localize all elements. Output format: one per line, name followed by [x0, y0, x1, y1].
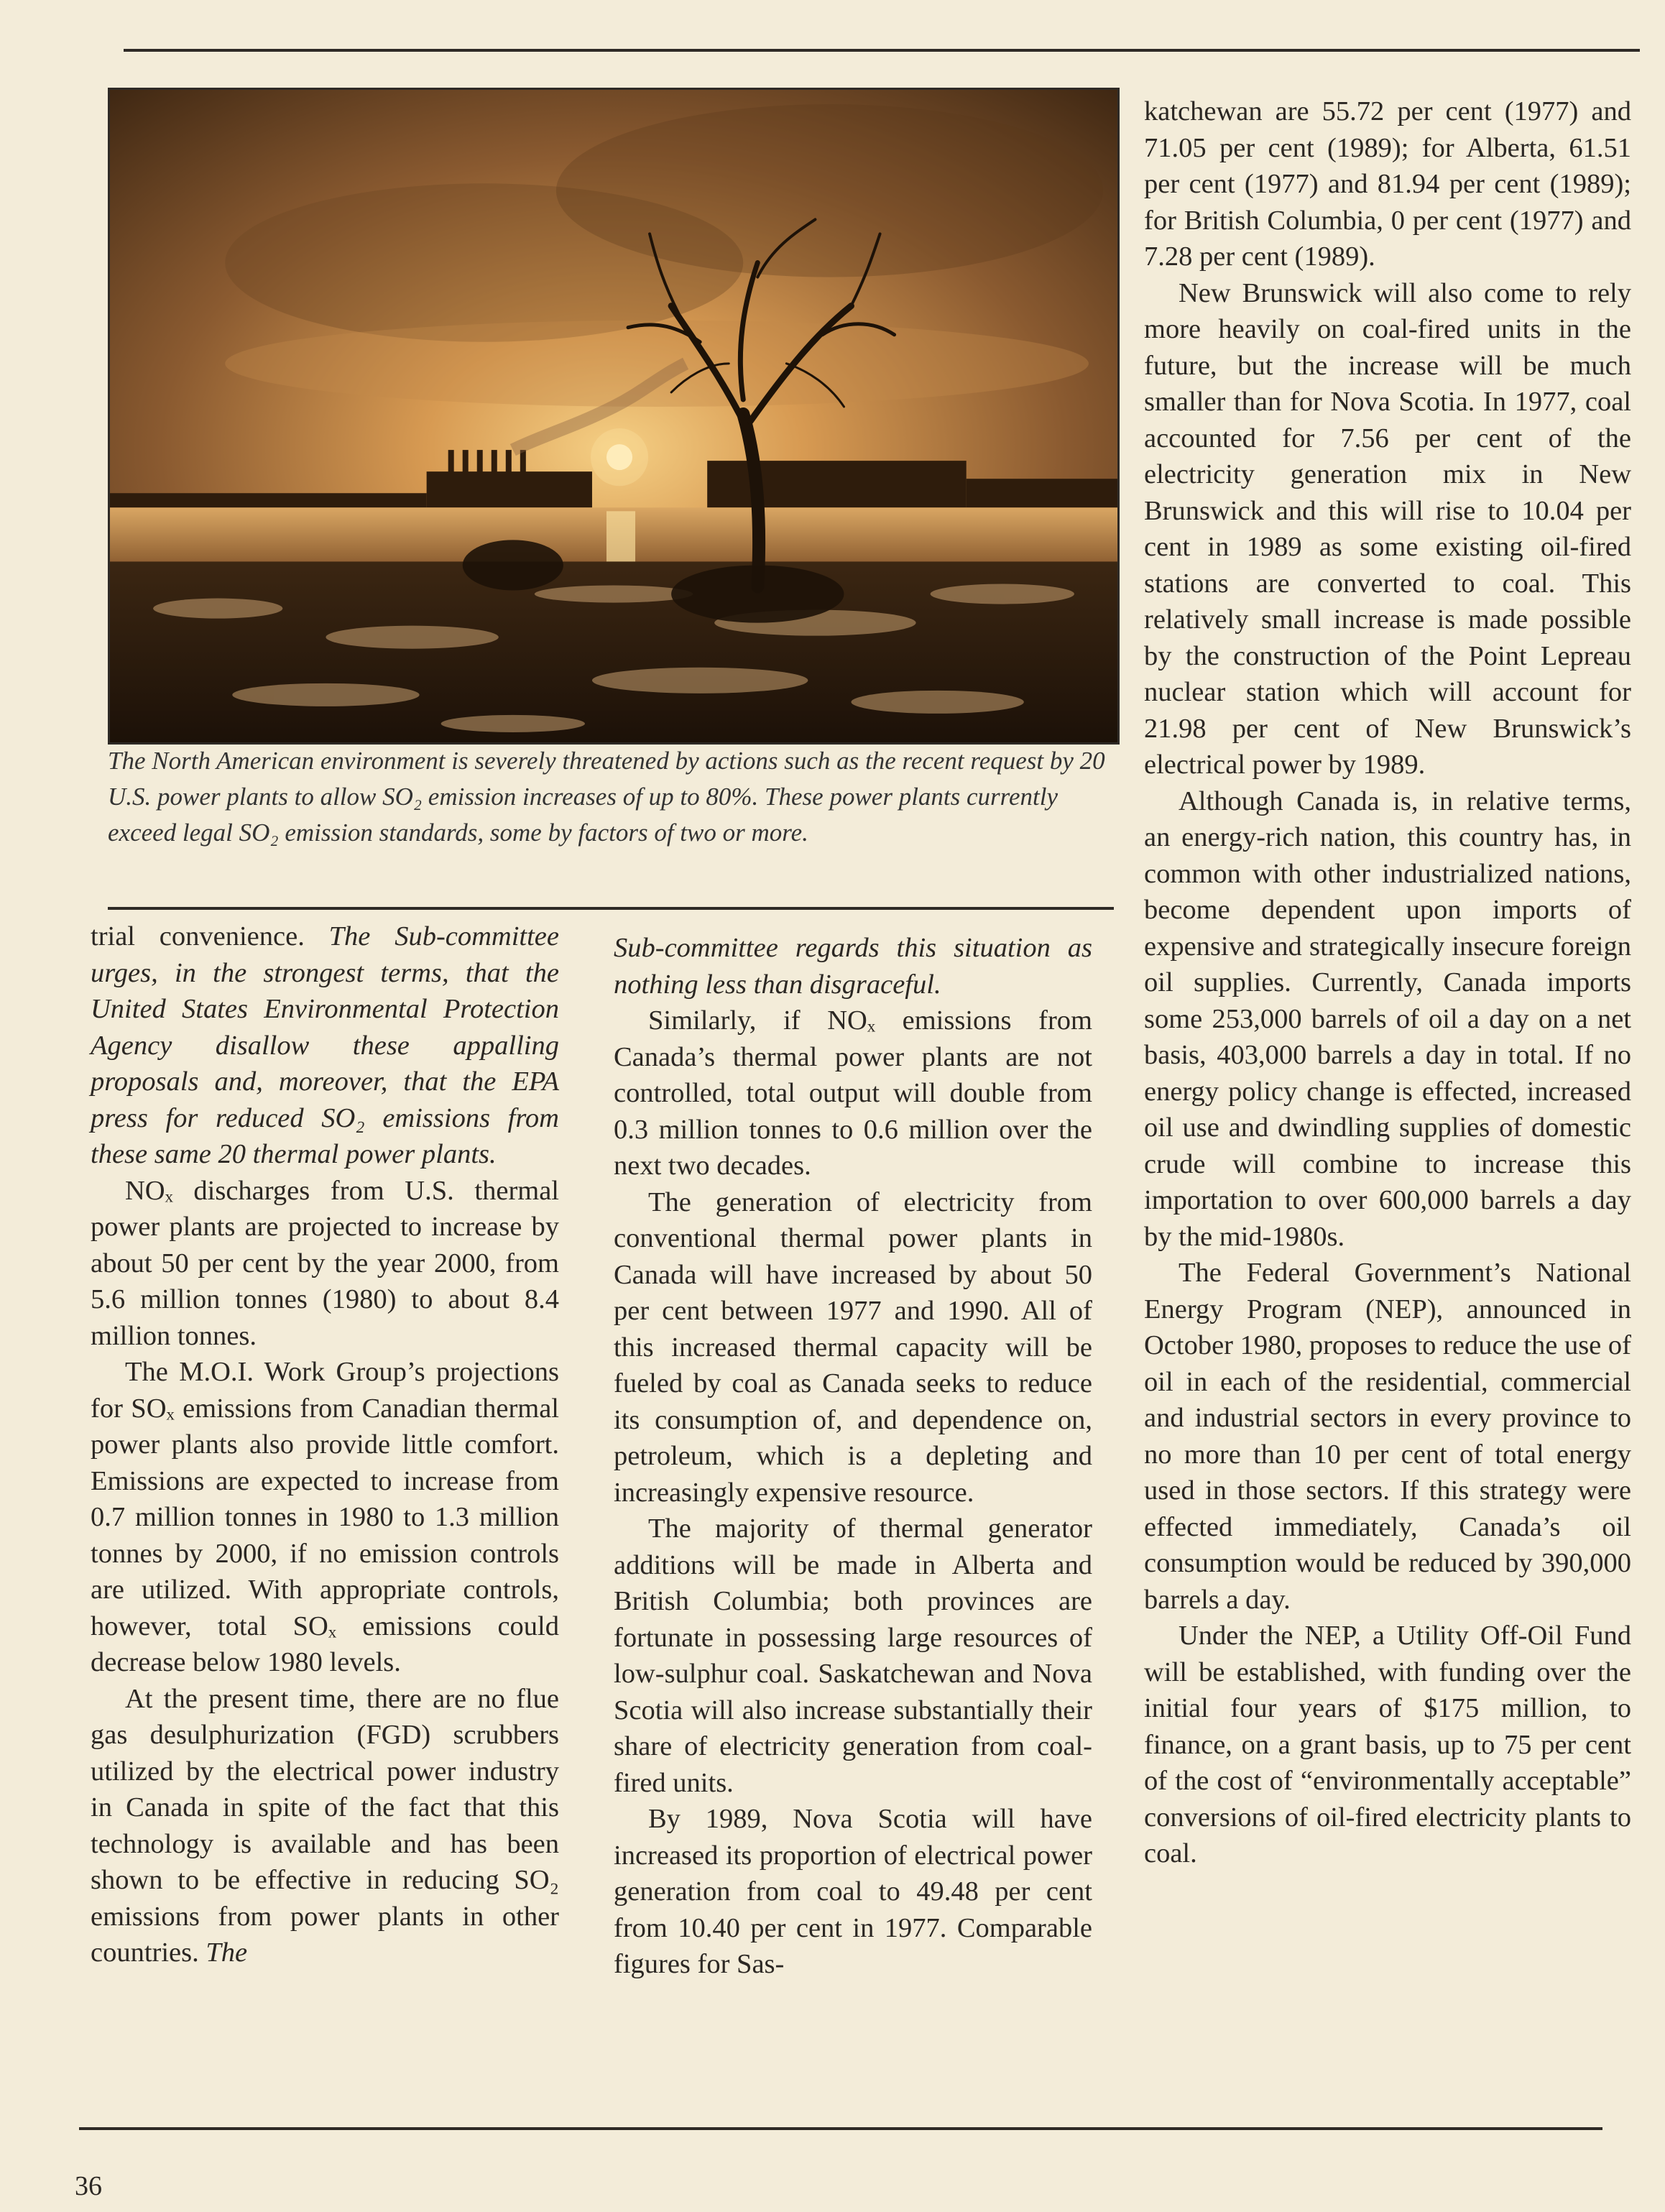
photo-caption [108, 743, 1114, 851]
col1-p1-italic: The Sub-committee urges, in the strongest terms, that the United States Environmental Protection Agency disallow these appalling proposals and, moreover, that the EPA press for reduced SO₂ emissions from these same 20 thermal power plants. [91, 921, 559, 1169]
col1-paragraph-2: NOₓ discharges from U.S. thermal power plants are projected to increase by about 50 per cent by the year 2000, from 5.6 million tonnes (1980) to about 8.4 million tonnes. [91, 1175, 559, 1351]
text-column-2 [614, 930, 1092, 1983]
top-rule [124, 49, 1640, 52]
col3-paragraph-5: Under the NEP, a Utility Off-Oil Fund will be established, with funding over the initial four years of $175 million, to finance, on a grant basis, up to 75 per cent of the cost of “environmentally acceptable” conversions of oil-fired electricity plants to coal. [1144, 1621, 1631, 1868]
col1-p4-italic: The [206, 1937, 248, 1968]
col2-paragraph-2: Similarly, if NOₓ emissions from Canada’s thermal power plants are not controlled, total output will double from 0.3 million tonnes to 0.6 million over the next two decades. [614, 1005, 1092, 1181]
col1-p1-text: trial convenience. [91, 921, 329, 951]
text-column-3 [1144, 93, 1631, 1872]
col1-paragraph-1 [91, 918, 559, 1173]
col3-paragraph-2: New Brunswick will also come to rely more heavily on coal-fired units in the future, but the increase will be much smaller than for Nova Scotia. In 1977, coal accounted for 7.56 per cent of the electricity generation mix in New Brunswick and this will rise to 10.04 per cent in 1989 as some existing oil-fired stations are converted to coal. This relatively small increase is made possible by the construction of the Point Lepreau nuclear station which will account for 21.98 per cent of New Brunswick’s electrical power by 1989. [1144, 277, 1631, 780]
col2-paragraph-4: The majority of thermal generator additions will be made in Alberta and British Columbia; both provinces are fortunate in possessing large resources of low-sulphur coal. Saskatchewan and Nova Scotia will also increase substantially their share of electricity generation from coal-fired units. [614, 1513, 1092, 1798]
col2-p1-italic: Sub-committee regards this situation as nothing less than disgraceful. [614, 933, 1092, 1000]
col3-paragraph-4: The Federal Government’s National Energy Program (NEP), announced in October 1980, proposes to reduce the use of oil in each of the residential, commercial and industrial sectors in every province to no more than 10 per cent of total energy used in those sectors. If this strategy were effected immediately, Canada’s oil consumption would be reduced by 390,000 barrels a day. [1144, 1258, 1631, 1615]
page-number: 36 [75, 2171, 102, 2201]
col2-paragraph-1 [614, 930, 1092, 1003]
col2-paragraph-3: The generation of electricity from conventional thermal power plants in Canada will have increased by about 50 per cent between 1977 and 1990. All of this increased thermal capacity will be fueled by coal as Canada seeks to reduce its consumption of, and dependence on, petroleum, which is a depleting and increasingly expensive resource. [614, 1186, 1092, 1508]
caption-rule [108, 907, 1114, 910]
col2-paragraph-5: By 1989, Nova Scotia will have increased its proportion of electrical power generation from coal to 49.48 per cent from 10.40 per cent in 1977. Comparable figures for Sas- [614, 1804, 1092, 1979]
col1-paragraph-4 [91, 1681, 559, 1971]
caption-text: The North American environment is severely threatened by actions such as the recent request by 20 U.S. power plants to allow SO₂ emission increases of up to 80%. These power plants currently exceed legal SO₂ emission standards, some by factors of two or more. [108, 747, 1105, 847]
col3-paragraph-3: Although Canada is, in relative terms, an energy-rich nation, this country has, in common with other industrialized nations, become dependent upon imports of expensive and strategically insecure foreign oil supplies. Currently, Canada imports some 253,000 barrels of oil a day on a net basis, 403,000 barrels a day in total. If no energy policy change is effected, increased oil use and dwindling supplies of domestic crude will combine to increase this importation to over 600,000 barrels a day by the mid-1980s. [1144, 785, 1631, 1252]
col1-p4-text: At the present time, there are no flue gas desulphurization (FGD) scrubbers utilized by the electrical power industry in Canada in spite of the fact that this technology is available and has been shown to be effective in reducing SO₂ emissions from power plants in other countries. [91, 1683, 559, 1968]
col3-paragraph-1: katchewan are 55.72 per cent (1977) and 71.05 per cent (1989); for Alberta, 61.51 per cent (1977) and 81.94 per cent (1989); for British Columbia, 0 per cent (1977) and 7.28 per cent (1989). [1144, 96, 1631, 272]
power-plant-sunset-photo [108, 88, 1120, 745]
text-column-1 [91, 918, 559, 1971]
photo-illustration [110, 90, 1117, 742]
footer-rule [79, 2127, 1602, 2130]
col1-paragraph-3: The M.O.I. Work Group’s projections for SOₓ emissions from Canadian thermal power plants also provide little comfort. Emissions are expected to increase from 0.7 million tonnes in 1980 to 1.3 million tonnes by 2000, if no emission controls are utilized. With appropriate controls, however, total SOₓ emissions could decrease below 1980 levels. [91, 1357, 559, 1677]
